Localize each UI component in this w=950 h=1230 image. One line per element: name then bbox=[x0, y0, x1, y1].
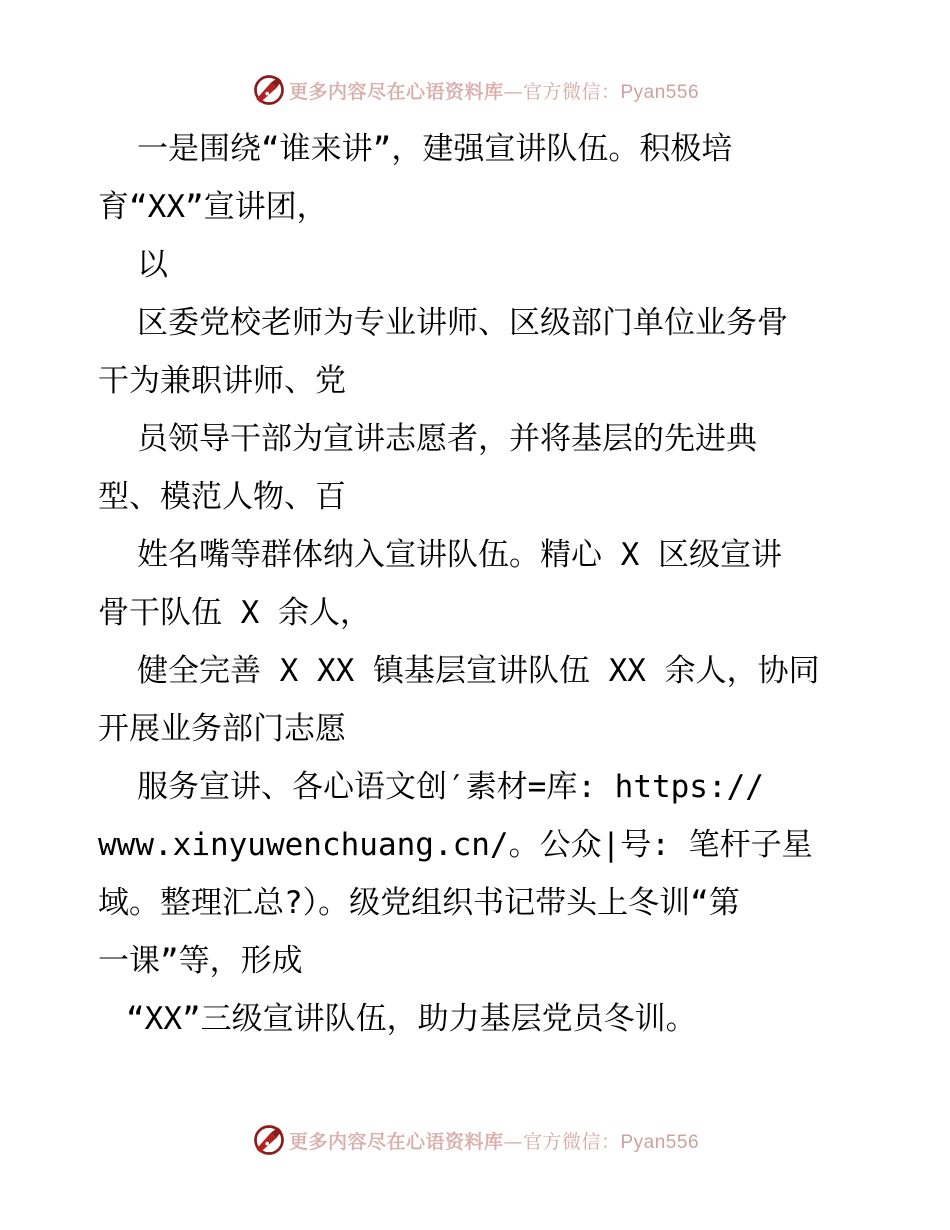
banner-wechat-label: 官方微信： bbox=[522, 80, 621, 103]
paragraph-line: 一是围绕“谁来讲”，建强宣讲队伍。积极培 bbox=[137, 131, 733, 167]
banner-wechat-id: Pyan556 bbox=[620, 1131, 700, 1153]
paragraph-line: “XX”三级宣讲队伍，助力基层党员冬训。 bbox=[126, 1001, 697, 1037]
paragraph-line: 员领导干部为宣讲志愿者，并将基层的先进典 bbox=[137, 421, 757, 457]
pen-nib-logo-icon bbox=[251, 1122, 287, 1158]
paragraph-line: 区委党校老师为专业讲师、区级部门单位业务骨 bbox=[137, 305, 788, 341]
banner-separator: — bbox=[503, 1130, 523, 1153]
paragraph-line: 域。整理汇总?）。级党组织书记带头上冬训“第 bbox=[98, 885, 740, 921]
paragraph-line: 型、模范人物、百 bbox=[98, 479, 346, 515]
banner-separator: — bbox=[503, 80, 523, 103]
paragraph-line: www.xinyuwenchuang.cn/。公众|号: 笔杆子星 bbox=[98, 827, 813, 863]
banner-wechat-id: Pyan556 bbox=[620, 81, 700, 103]
banner-brand-text: 更多内容尽在心语资料库 bbox=[288, 1130, 504, 1153]
paragraph-line: 一课”等，形成 bbox=[98, 943, 303, 979]
paragraph-line: 以 bbox=[137, 247, 168, 283]
paragraph-line: 骨干队伍 X 余人， bbox=[98, 595, 371, 631]
banner-wechat-label: 官方微信： bbox=[522, 1130, 621, 1153]
paragraph-line: 服务宣讲、各心语文创′素材=库: https:// bbox=[137, 769, 764, 805]
footer-watermark-banner bbox=[0, 1120, 950, 1160]
banner-text bbox=[289, 1127, 699, 1154]
paragraph-line: 干为兼职讲师、党 bbox=[98, 363, 346, 399]
pen-nib-logo-icon bbox=[251, 72, 287, 108]
banner-brand-text: 更多内容尽在心语资料库 bbox=[288, 80, 504, 103]
paragraph-line: 健全完善 X XX 镇基层宣讲队伍 XX 余人，协同 bbox=[137, 653, 820, 689]
paragraph-line: 开展业务部门志愿 bbox=[98, 711, 346, 747]
header-watermark-banner bbox=[0, 70, 950, 110]
document-body bbox=[98, 120, 898, 1048]
paragraph-line: 姓名嘴等群体纳入宣讲队伍。精心 X 区级宣讲 bbox=[137, 537, 782, 573]
banner-text bbox=[289, 77, 699, 104]
paragraph-line: 育“XX”宣讲团， bbox=[98, 189, 328, 225]
